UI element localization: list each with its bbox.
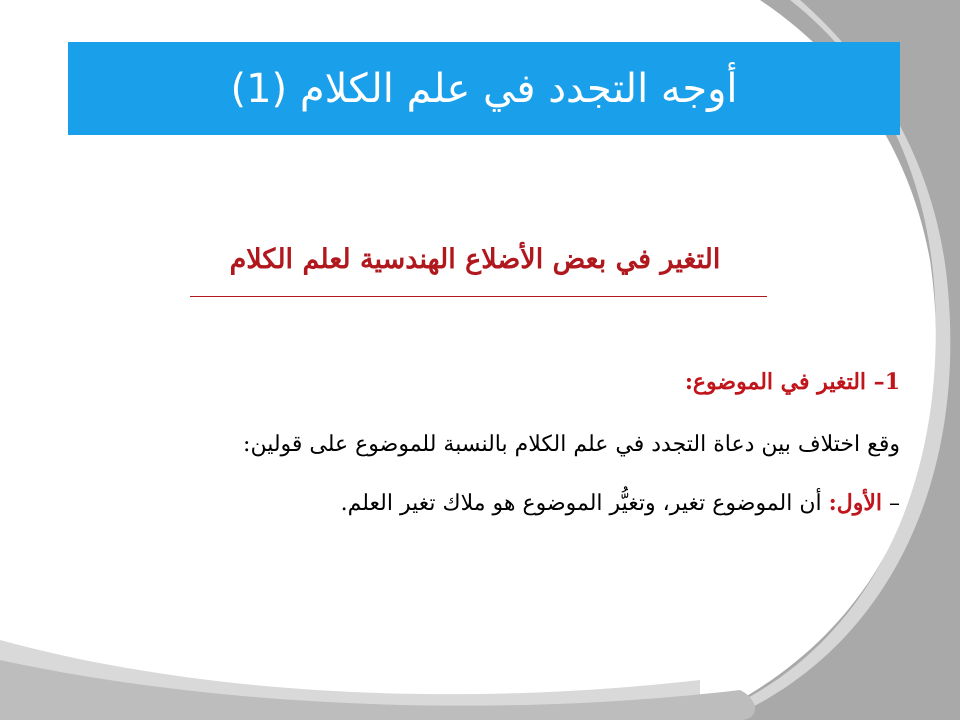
title-bar: [68, 42, 900, 135]
body-paragraph: وقع اختلاف بين دعاة التجدد في علم الكلام بالنسبة للموضوع على قولين:: [243, 432, 900, 457]
bullet-text: أن الموضوع تغير، وتغيُّر الموضوع هو ملاك تغير العلم.: [340, 491, 829, 516]
bullet-label: الأول:: [828, 490, 882, 516]
subtitle-underline: [190, 296, 767, 297]
bullet-point: [341, 490, 900, 516]
slide-subtitle: التغير في بعض الأضلاع الهندسية لعلم الكلام: [229, 244, 721, 275]
slide-title: أوجه التجدد في علم الكلام (1): [230, 65, 738, 112]
bullet-dash: –: [882, 491, 900, 516]
section-heading: 1– التغير في الموضوع:: [684, 369, 900, 395]
